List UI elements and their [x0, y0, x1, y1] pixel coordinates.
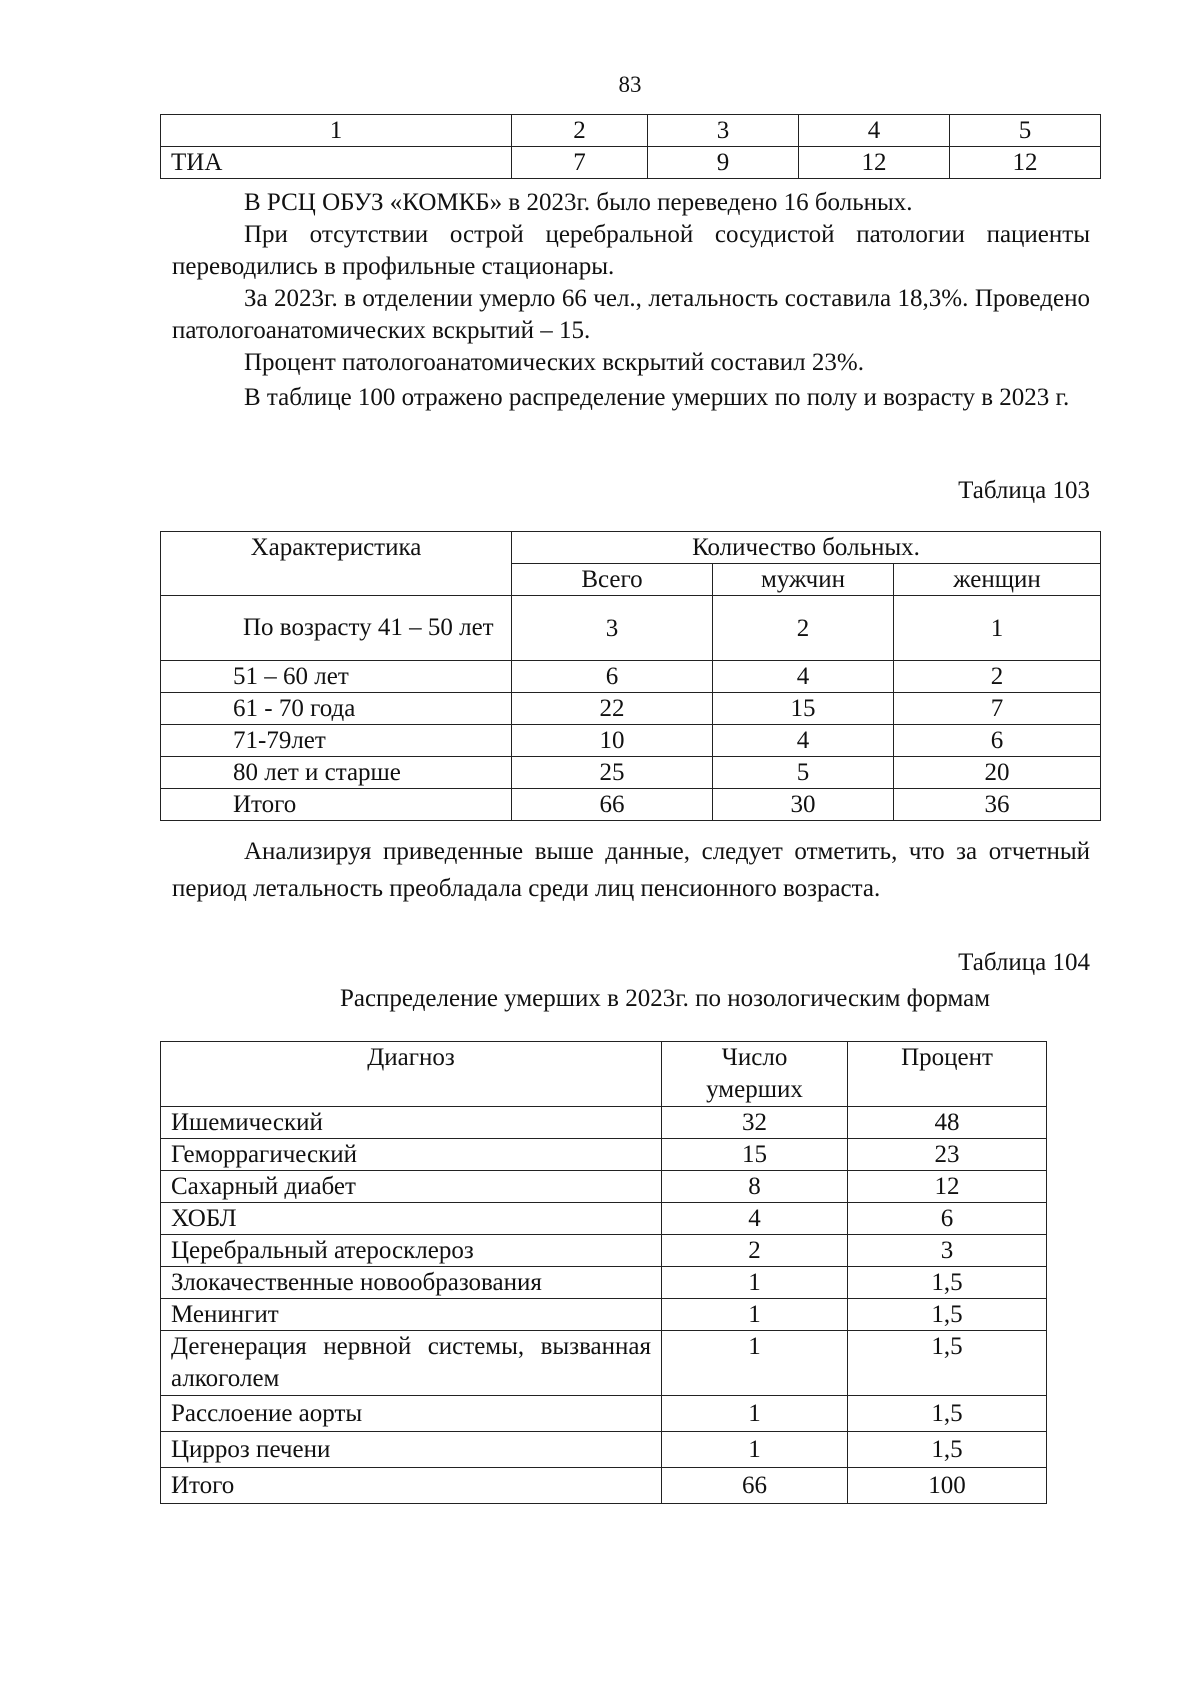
- table-cell: 7: [512, 147, 648, 179]
- table-cell: 25: [512, 757, 713, 789]
- table-row: [161, 1468, 1047, 1504]
- table-cell: 6: [512, 661, 713, 693]
- header-characteristic: Характеристика: [161, 532, 512, 596]
- table-cell: 32: [662, 1107, 848, 1139]
- row-label: 80 лет и старше: [161, 757, 512, 789]
- table-cell: ТИА: [161, 147, 512, 179]
- header-diagnosis: Диагноз: [161, 1042, 662, 1107]
- table-row: [161, 1203, 1047, 1235]
- table-cell: 2: [662, 1235, 848, 1267]
- table-row: [161, 789, 1101, 821]
- row-label: Цирроз печени: [161, 1432, 662, 1468]
- table-cell: 3: [512, 596, 713, 661]
- table-cell: 48: [848, 1107, 1047, 1139]
- table-row: [161, 1171, 1047, 1203]
- table-row: [161, 1331, 1047, 1396]
- table-row: [161, 532, 1101, 564]
- row-label: 51 – 60 лет: [161, 661, 512, 693]
- table-cell: 2: [512, 115, 648, 147]
- top-table: [160, 114, 1101, 179]
- table-cell: 12: [799, 147, 950, 179]
- table-cell: 12: [950, 147, 1101, 179]
- table-cell: 100: [848, 1468, 1047, 1504]
- table-cell: 5: [950, 115, 1101, 147]
- header-death-count: Число умерших: [662, 1042, 848, 1107]
- row-label: Ишемический: [161, 1107, 662, 1139]
- table-label: Таблица 103: [958, 477, 1090, 504]
- table-cell: 1,5: [848, 1432, 1047, 1468]
- header-percent: Процент: [848, 1042, 1047, 1107]
- table-cell: 1: [662, 1299, 848, 1331]
- table-cell: 10: [512, 725, 713, 757]
- table-cell: 1,5: [848, 1331, 1047, 1396]
- table-cell: 1: [894, 596, 1101, 661]
- table-cell: 20: [894, 757, 1101, 789]
- table-cell: 1: [161, 115, 512, 147]
- row-label: Геморрагический: [161, 1139, 662, 1171]
- table-row: [161, 1139, 1047, 1171]
- page-number: 83: [618, 72, 642, 97]
- table-row: [161, 1432, 1047, 1468]
- table-cell: 1: [662, 1432, 848, 1468]
- table-cell: 1: [662, 1331, 848, 1396]
- header-patient-count: Количество больных.: [512, 532, 1101, 564]
- row-label: Итого: [161, 1468, 662, 1504]
- table-cell: 66: [512, 789, 713, 821]
- paragraph: При отсутствии острой церебральной сосудистой патологии пациенты переводились в профильные стационары.: [172, 221, 1090, 280]
- table-row: [161, 1042, 1047, 1107]
- table-cell: 30: [713, 789, 894, 821]
- table-cell: 1,5: [848, 1396, 1047, 1432]
- table-cell: 4: [713, 725, 894, 757]
- table-label: Таблица 104: [958, 949, 1090, 976]
- row-label: ХОБЛ: [161, 1203, 662, 1235]
- table-cell: 3: [848, 1235, 1047, 1267]
- table-cell: 23: [848, 1139, 1047, 1171]
- table-row: [161, 1107, 1047, 1139]
- table-cell: 1: [662, 1396, 848, 1432]
- table-cell: 7: [894, 693, 1101, 725]
- table-cell: 6: [848, 1203, 1047, 1235]
- header-women: женщин: [894, 564, 1101, 596]
- table-cell: 3: [648, 115, 799, 147]
- paragraph: В таблице 100 отражено распределение умерших по полу и возрасту в 2023 г.: [244, 384, 1070, 411]
- table-cell: 1,5: [848, 1299, 1047, 1331]
- row-label: Сахарный диабет: [161, 1171, 662, 1203]
- table-row: [161, 1299, 1047, 1331]
- header-men: мужчин: [713, 564, 894, 596]
- header-total: Всего: [512, 564, 713, 596]
- row-label: 61 - 70 года: [161, 693, 512, 725]
- table-row: [161, 115, 1101, 147]
- table-row: [161, 757, 1101, 789]
- row-label: Злокачественные новообразования: [161, 1267, 662, 1299]
- table-cell: 4: [713, 661, 894, 693]
- row-label: Расслоение аорты: [161, 1396, 662, 1432]
- table-row: [161, 596, 1101, 661]
- table-row: [161, 1267, 1047, 1299]
- paragraph: Анализируя приведенные выше данные, следует отметить, что за отчетный период летальность преобладала среди лиц пенсионного возраста.: [172, 838, 1090, 902]
- age-table: [160, 531, 1101, 821]
- table-cell: 66: [662, 1468, 848, 1504]
- table-cell: 4: [662, 1203, 848, 1235]
- row-label: Дегенерация нервной системы, вызванная алкоголем: [161, 1331, 662, 1396]
- table-cell: 1: [662, 1267, 848, 1299]
- row-label: Менингит: [161, 1299, 662, 1331]
- table-cell: 36: [894, 789, 1101, 821]
- table-cell: 8: [662, 1171, 848, 1203]
- table-row: [161, 693, 1101, 725]
- table-row: [161, 1396, 1047, 1432]
- table-cell: 15: [713, 693, 894, 725]
- table-cell: 5: [713, 757, 894, 789]
- paragraph: В РСЦ ОБУЗ «КОМКБ» в 2023г. было переведено 16 больных.: [244, 189, 913, 216]
- table-row: [161, 725, 1101, 757]
- table-cell: 9: [648, 147, 799, 179]
- diagnosis-table: [160, 1041, 1047, 1504]
- table-row: [161, 147, 1101, 179]
- row-label: По возрасту 41 – 50 лет: [161, 596, 512, 661]
- table-caption: Распределение умерших в 2023г. по нозологическим формам: [339, 985, 991, 1012]
- paragraph: За 2023г. в отделении умерло 66 чел., летальность составила 18,3%. Проведено патологоанатомических вскрытий – 15.: [172, 285, 1090, 344]
- table-cell: 2: [713, 596, 894, 661]
- table-cell: 1,5: [848, 1267, 1047, 1299]
- table-row: [161, 1235, 1047, 1267]
- row-label: 71-79лет: [161, 725, 512, 757]
- table-cell: 12: [848, 1171, 1047, 1203]
- table-row: [161, 661, 1101, 693]
- row-label: Итого: [161, 789, 512, 821]
- table-cell: 2: [894, 661, 1101, 693]
- table-cell: 4: [799, 115, 950, 147]
- table-cell: 22: [512, 693, 713, 725]
- table-cell: 6: [894, 725, 1101, 757]
- paragraph: Процент патологоанатомических вскрытий составил 23%.: [244, 349, 864, 376]
- table-cell: 15: [662, 1139, 848, 1171]
- row-label: Церебральный атеросклероз: [161, 1235, 662, 1267]
